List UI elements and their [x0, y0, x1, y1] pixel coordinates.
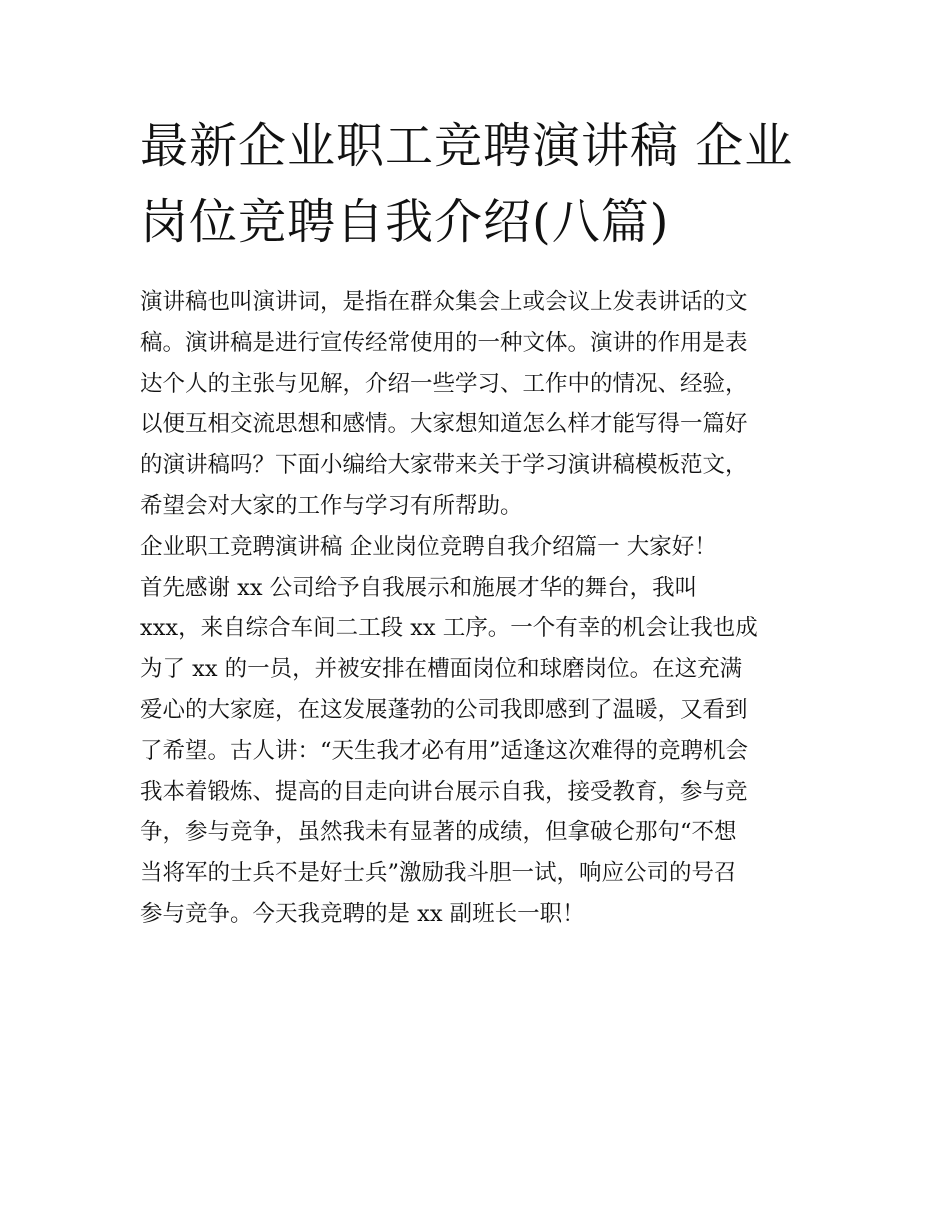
section-heading: 企业职工竞聘演讲稿 企业岗位竞聘自我介绍篇一 大家好！: [140, 533, 717, 560]
body-line: 稿。演讲稿是进行宣传经常使用的一种文体。演讲的作用是表: [140, 329, 748, 356]
body-line: xxx，来自综合车间二工段 xx 工序。一个有幸的机会让我也成: [140, 615, 758, 642]
body-line: 希望会对大家的工作与学习有所帮助。: [140, 492, 523, 519]
body-line: 了希望。古人讲：“天生我才必有用”适逢这次难得的竞聘机会: [140, 737, 749, 764]
body-line: 以便互相交流思想和感情。大家想知道怎么样才能写得一篇好: [140, 411, 748, 438]
body-line: 首先感谢 xx 公司给予自我展示和施展才华的舞台，我叫: [140, 574, 698, 601]
body-line: 为了 xx 的一员，并被安排在槽面岗位和球磨岗位。在这充满: [140, 656, 743, 683]
document-title: [140, 108, 820, 260]
body-line: 当将军的士兵不是好士兵”激励我斗胆一试，响应公司的号召: [140, 860, 737, 887]
title-line-2: 岗位竞聘自我介绍(八篇): [140, 194, 670, 250]
document-page: [140, 108, 820, 935]
document-body: [140, 282, 820, 935]
body-line: 达个人的主张与见解，介绍一些学习、工作中的情况、经验，: [140, 370, 748, 397]
body-line: 参与竞争。今天我竞聘的是 xx 副班长一职！: [140, 900, 585, 927]
body-line: 演讲稿也叫演讲词，是指在群众集会上或会议上发表讲话的文: [140, 289, 748, 315]
body-line: 的演讲稿吗？下面小编给大家带来关于学习演讲稿模板范文，: [140, 452, 748, 479]
title-line-1: 最新企业职工竞聘演讲稿 企业: [140, 118, 794, 174]
body-line: 我本着锻炼、提高的目走向讲台展示自我，接受教育，参与竞: [140, 778, 748, 805]
body-line: 爱心的大家庭，在这发展蓬勃的公司我即感到了温暖，又看到: [140, 696, 748, 723]
body-line: 争，参与竞争，虽然我未有显著的成绩，但拿破仑那句“不想: [140, 819, 737, 846]
